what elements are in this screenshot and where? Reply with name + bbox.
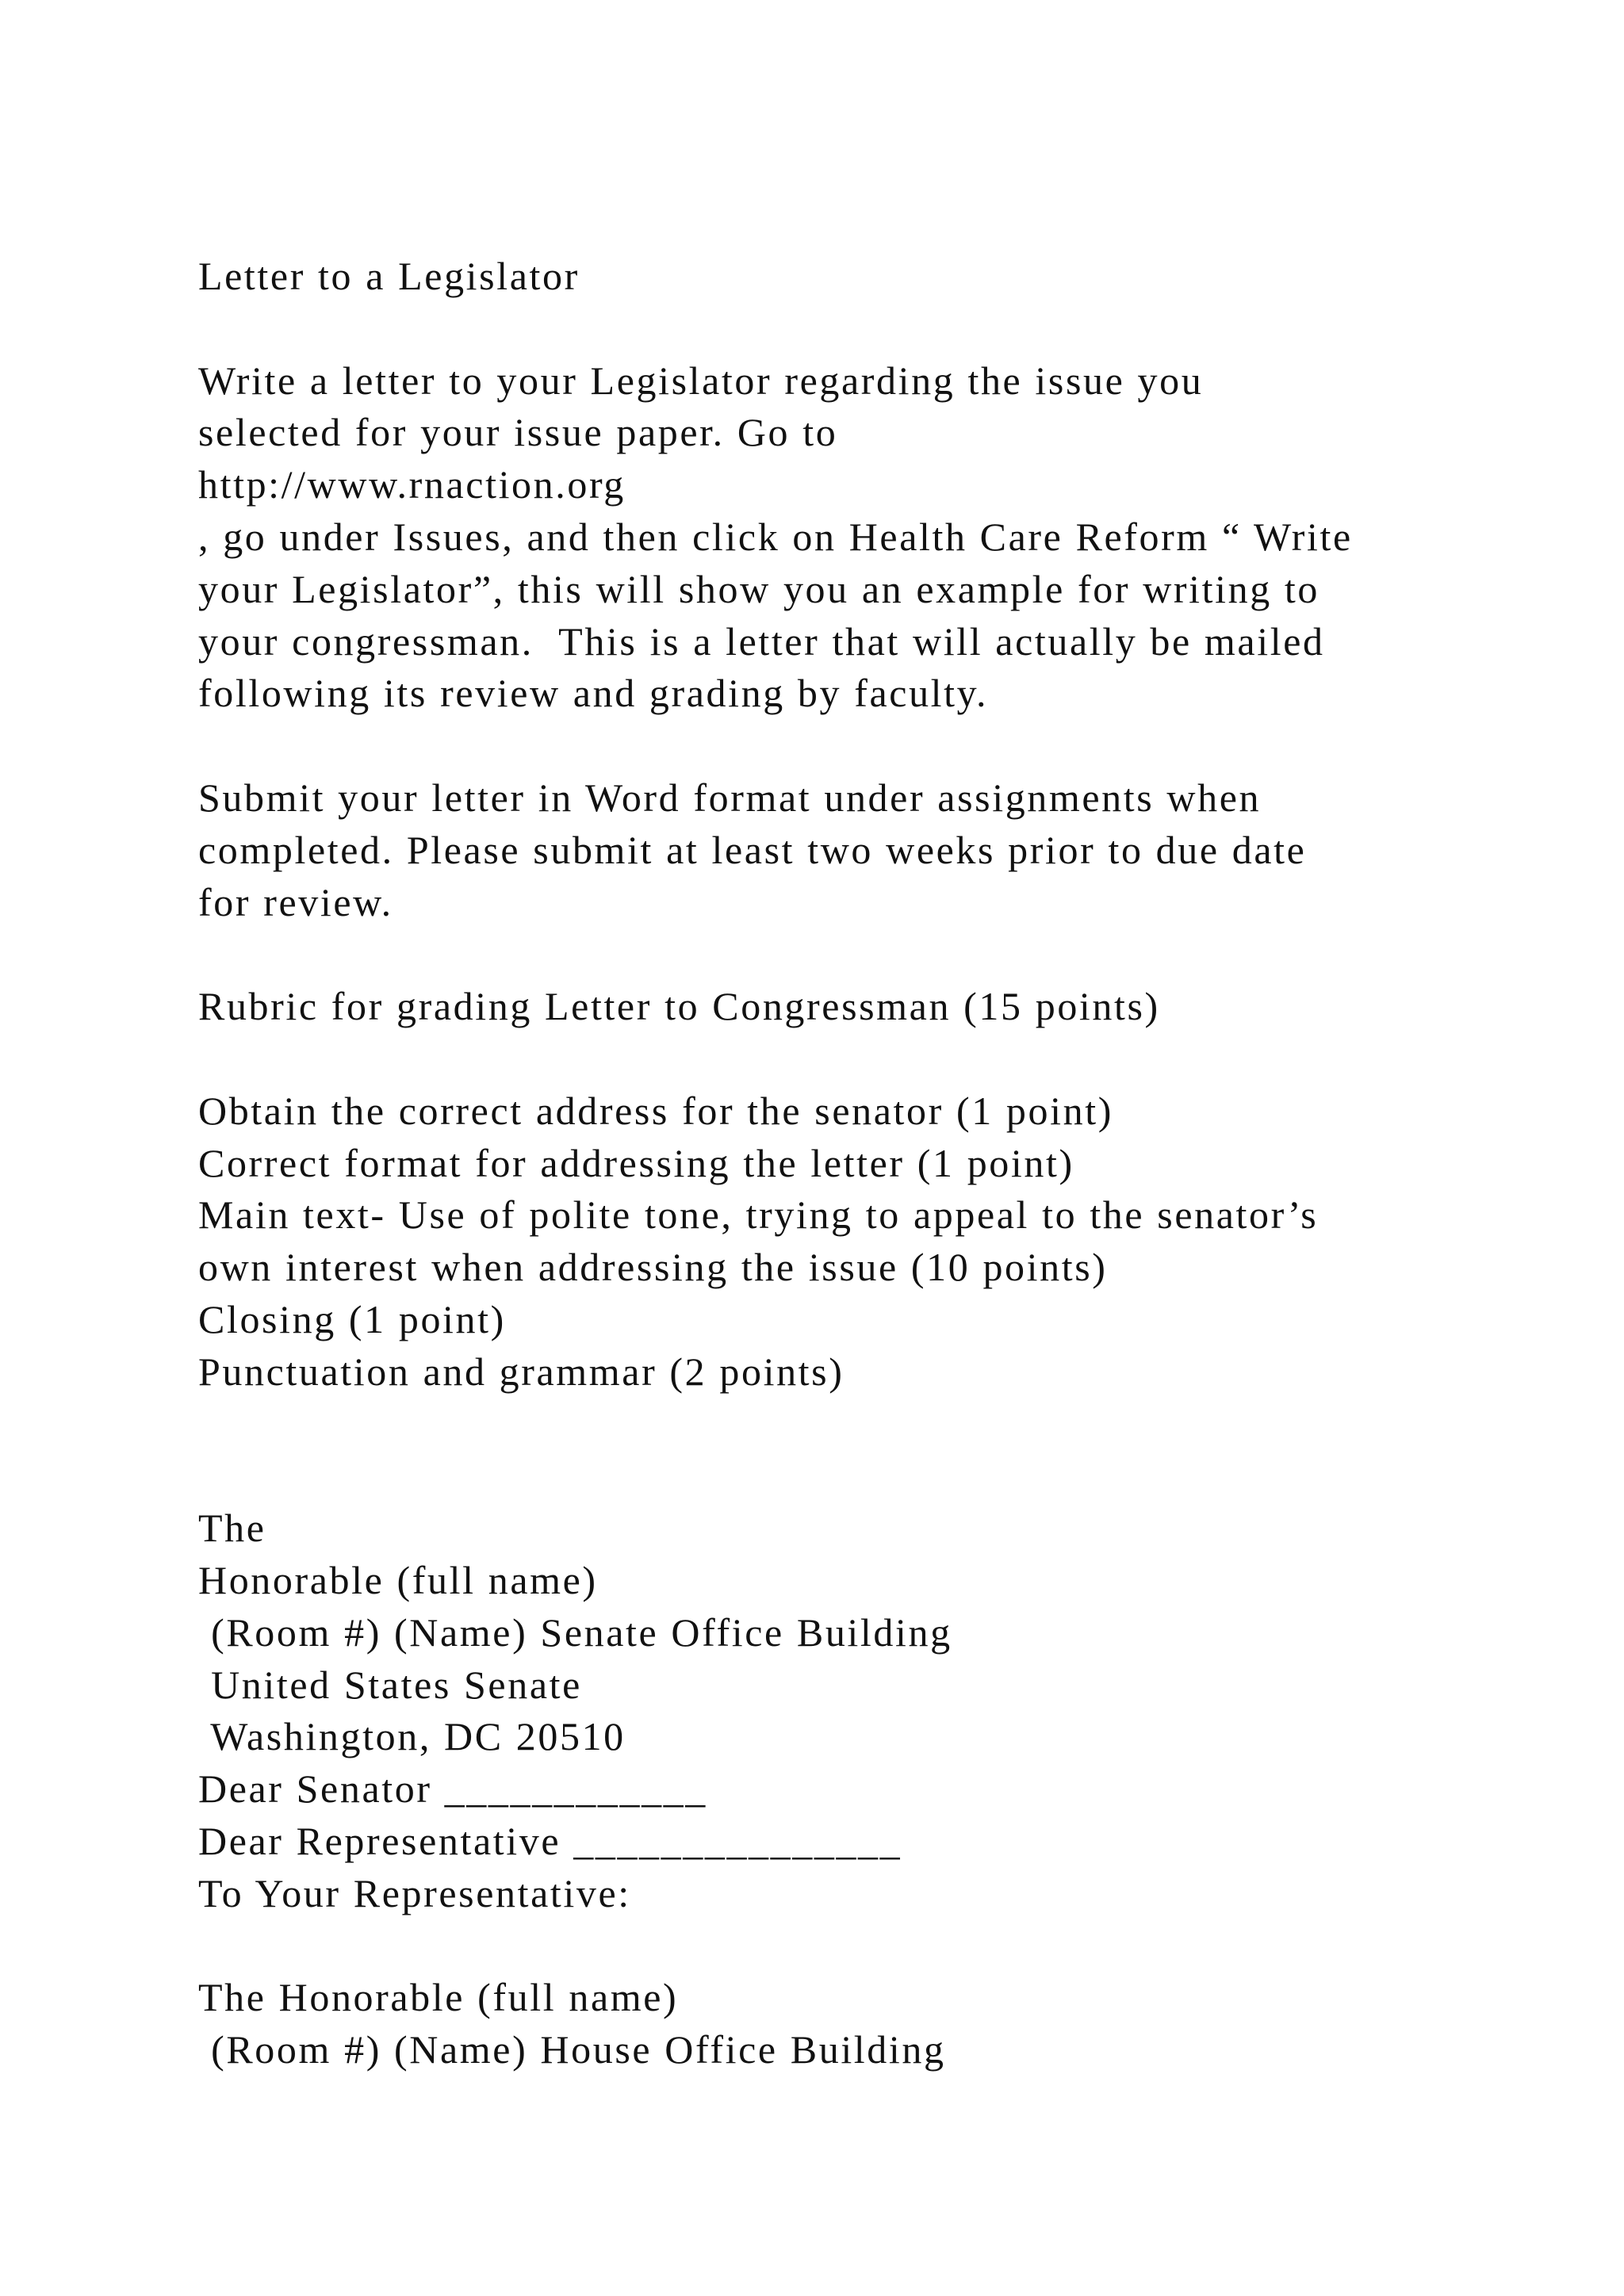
instructions-line: following its review and grading by faculty. [198, 671, 989, 716]
submission-paragraph [198, 772, 1467, 928]
salutation-representative: Dear Representative _______________ [198, 1818, 902, 1863]
address-line: Honorable (full name) [198, 1557, 598, 1602]
blank-line [198, 303, 1467, 355]
document-title: Letter to a Legislator [198, 254, 580, 298]
senate-address-block [198, 1502, 1467, 1919]
rubric-item: Obtain the correct address for the senator (1 point) [198, 1088, 1113, 1133]
salutation-to-representative: To Your Representative: [198, 1870, 631, 1915]
instructions-line: Write a letter to your Legislator regarding the issue you [198, 358, 1204, 403]
rubric-list [198, 1085, 1467, 1399]
house-address-block [198, 1972, 1467, 2076]
rubric-item: Main text- Use of polite tone, trying to appeal to the senator’s [198, 1192, 1319, 1238]
instructions-line: your Legislator”, this will show you an example for writing to [198, 566, 1320, 611]
salutation-senator: Dear Senator ____________ [198, 1766, 707, 1812]
address-line: The Honorable (full name) [198, 1975, 679, 2020]
blank-line [198, 1033, 1467, 1085]
instructions-line: your congressman. This is a letter that will actually be mailed [198, 618, 1325, 664]
blank-line [198, 720, 1467, 772]
submission-line: Submit your letter in Word format under assignments when [198, 775, 1262, 820]
instructions-paragraph [198, 355, 1467, 721]
rubric-item: Correct format for addressing the letter (1 point) [198, 1140, 1074, 1185]
instructions-line: selected for your issue paper. Go to [198, 410, 838, 455]
instructions-line: , go under Issues, and then click on Health Care Reform “ Write [198, 514, 1353, 559]
address-line: The [198, 1506, 266, 1551]
submission-line: for review. [198, 879, 393, 924]
blank-line [198, 1920, 1467, 1973]
submission-line: completed. Please submit at least two weeks prior to due date [198, 827, 1307, 872]
blank-line [198, 928, 1467, 981]
rubric-item: own interest when addressing the issue (10 points) [198, 1245, 1108, 1290]
rubric-item: Closing (1 point) [198, 1296, 506, 1341]
blank-line [198, 1450, 1467, 1502]
address-line: United States Senate [198, 1662, 582, 1707]
address-line: Washington, DC 20510 [198, 1714, 626, 1759]
blank-line [198, 1399, 1467, 1451]
document-body [198, 251, 1467, 2076]
rubric-heading: Rubric for grading Letter to Congressman (15 points) [198, 984, 1160, 1029]
rnaction-url: http://www.rnaction.org [198, 462, 626, 507]
rubric-item: Punctuation and grammar (2 points) [198, 1349, 845, 1394]
address-line: (Room #) (Name) Senate Office Building [198, 1609, 952, 1655]
address-line: (Room #) (Name) House Office Building [198, 2027, 946, 2072]
